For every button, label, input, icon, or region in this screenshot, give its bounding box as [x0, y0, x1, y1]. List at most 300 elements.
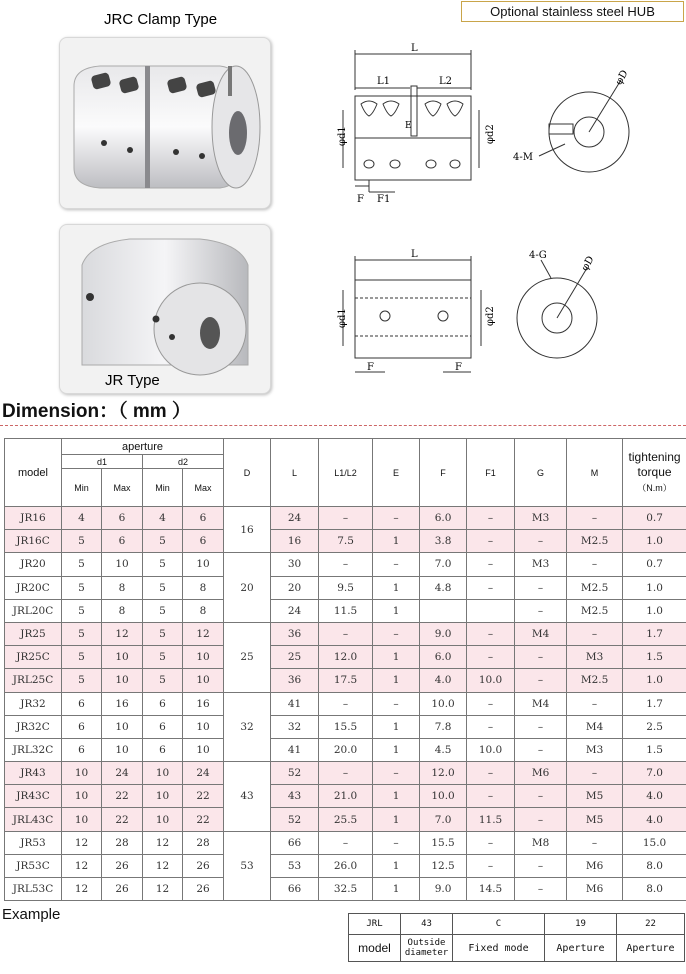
table-row — [5, 785, 686, 808]
table-cell: 14.5 — [467, 878, 515, 901]
cell-model: JR20C — [5, 576, 62, 599]
table-cell: 8 — [183, 576, 224, 599]
table-cell: 4.0 — [623, 808, 686, 831]
table-cell: 10 — [143, 808, 183, 831]
clamp-type-drawing — [325, 40, 645, 210]
table-cell: – — [373, 831, 420, 854]
table-row — [5, 762, 686, 785]
table-cell: 8 — [102, 576, 143, 599]
cell-D: 25 — [224, 622, 271, 692]
table-cell: 5 — [143, 530, 183, 553]
table-cell: 41 — [271, 692, 319, 715]
table-cell: 10 — [102, 553, 143, 576]
table-cell: 6 — [62, 738, 102, 761]
table-cell: 30 — [271, 553, 319, 576]
table-cell: 10 — [62, 808, 102, 831]
table-cell: M6 — [515, 762, 567, 785]
table-cell: 53 — [271, 854, 319, 877]
table-cell: 12 — [143, 831, 183, 854]
table-cell: 8.0 — [623, 854, 686, 877]
table-cell: 6 — [62, 692, 102, 715]
table-cell: 25 — [271, 646, 319, 669]
table-cell: 1 — [373, 878, 420, 901]
col-G: G — [515, 439, 567, 507]
table-row — [5, 507, 686, 530]
table-cell: 7.0 — [420, 808, 467, 831]
example-code: 19 — [545, 914, 617, 935]
table-cell: 1 — [373, 669, 420, 692]
table-cell: – — [467, 646, 515, 669]
example-label: Example — [2, 906, 61, 923]
table-cell: 22 — [102, 785, 143, 808]
table-cell: 10 — [102, 669, 143, 692]
table-cell: M2.5 — [567, 576, 623, 599]
table-cell: M6 — [567, 854, 623, 877]
table-row — [5, 692, 686, 715]
dim-M-label: 4-M — [513, 152, 533, 163]
table-row — [5, 553, 686, 576]
table-cell: 10.0 — [467, 738, 515, 761]
example-code: 43 — [401, 914, 453, 935]
table-cell: – — [319, 762, 373, 785]
table-cell: M3 — [567, 738, 623, 761]
table-cell — [467, 599, 515, 622]
table-cell: 8 — [183, 599, 224, 622]
jr-coupling-image — [60, 225, 270, 393]
cell-model: JR53 — [5, 831, 62, 854]
table-cell: 12 — [143, 878, 183, 901]
table-cell: 10 — [183, 553, 224, 576]
table-cell: – — [515, 715, 567, 738]
table-cell: 1.0 — [623, 599, 686, 622]
table-cell: 12.0 — [420, 762, 467, 785]
col-model: model — [5, 439, 62, 507]
table-cell: 1 — [373, 599, 420, 622]
table-cell: 16 — [102, 692, 143, 715]
table-cell: 8 — [102, 599, 143, 622]
table-cell: 1 — [373, 854, 420, 877]
table-cell: 1.0 — [623, 669, 686, 692]
table-cell: 3.8 — [420, 530, 467, 553]
table-cell: – — [515, 530, 567, 553]
example-meaning: Fixed mode — [453, 935, 545, 962]
table-cell: M3 — [567, 646, 623, 669]
table-cell: 5 — [143, 646, 183, 669]
table-cell: 15.5 — [319, 715, 373, 738]
col-d1-max: Max — [102, 469, 143, 507]
table-cell: – — [373, 622, 420, 645]
cell-model: JR32C — [5, 715, 62, 738]
table-cell: 6 — [102, 507, 143, 530]
table-cell: 7.5 — [319, 530, 373, 553]
table-cell: 66 — [271, 878, 319, 901]
cell-D: 53 — [224, 831, 271, 901]
table-cell: 7.8 — [420, 715, 467, 738]
cell-model: JR43C — [5, 785, 62, 808]
table-cell: 24 — [271, 507, 319, 530]
table-cell: – — [515, 599, 567, 622]
table-cell: 10.0 — [467, 669, 515, 692]
cell-model: JR25C — [5, 646, 62, 669]
cell-model: JR43 — [5, 762, 62, 785]
table-cell: 10 — [183, 738, 224, 761]
dimension-table — [4, 438, 686, 901]
table-cell: 1.5 — [623, 646, 686, 669]
dim-L2-label: L2 — [439, 76, 453, 87]
table-cell: 6 — [62, 715, 102, 738]
table-cell: 5 — [62, 669, 102, 692]
table-cell: 10 — [102, 738, 143, 761]
jr-dim-G-label: 4-G — [529, 250, 547, 261]
jr-dim-d2-label: φd2 — [485, 306, 496, 326]
table-row — [5, 599, 686, 622]
table-cell: – — [373, 507, 420, 530]
table-cell: 1.7 — [623, 622, 686, 645]
table-cell: 32.5 — [319, 878, 373, 901]
table-cell: 10 — [102, 715, 143, 738]
table-cell: – — [515, 646, 567, 669]
dim-d2-label: φd2 — [485, 124, 496, 144]
table-cell: 21.0 — [319, 785, 373, 808]
table-cell: – — [373, 762, 420, 785]
table-cell: 1.0 — [623, 576, 686, 599]
table-cell: 10 — [143, 785, 183, 808]
jr-type-title: JR Type — [105, 372, 160, 389]
table-cell: 2.5 — [623, 715, 686, 738]
clamp-coupling-image — [60, 38, 270, 208]
table-cell: – — [467, 576, 515, 599]
table-cell: 12 — [62, 831, 102, 854]
table-cell: M4 — [515, 622, 567, 645]
col-d2: d2 — [143, 455, 224, 469]
table-cell: 26.0 — [319, 854, 373, 877]
table-cell: – — [467, 831, 515, 854]
clamp-coupling-photo — [59, 37, 271, 209]
table-cell: 5 — [143, 576, 183, 599]
table-cell: 22 — [102, 808, 143, 831]
jr-type-drawing — [325, 246, 645, 386]
table-cell: – — [373, 553, 420, 576]
table-cell: – — [515, 878, 567, 901]
table-cell: – — [467, 507, 515, 530]
col-M: M — [567, 439, 623, 507]
table-cell: – — [567, 692, 623, 715]
table-cell: M3 — [515, 507, 567, 530]
col-aperture: aperture — [62, 439, 224, 455]
col-d2-min: Min — [143, 469, 183, 507]
jr-dim-F-left-label: F — [367, 362, 374, 373]
table-cell: 52 — [271, 762, 319, 785]
cell-D: 32 — [224, 692, 271, 762]
table-cell: 6 — [143, 738, 183, 761]
cell-model: JR32 — [5, 692, 62, 715]
example-code: C — [453, 914, 545, 935]
table-cell: 20.0 — [319, 738, 373, 761]
jr-coupling-photo — [59, 224, 271, 394]
table-cell: M6 — [567, 878, 623, 901]
table-cell: 6 — [143, 715, 183, 738]
table-cell: – — [467, 854, 515, 877]
example-code: 22 — [617, 914, 685, 935]
table-cell: 1.7 — [623, 692, 686, 715]
col-torque — [623, 439, 686, 507]
table-cell: 22 — [183, 808, 224, 831]
table-cell: – — [515, 785, 567, 808]
table-cell: 1 — [373, 576, 420, 599]
table-cell: – — [319, 831, 373, 854]
table-cell: 5 — [62, 646, 102, 669]
cell-model: JR16 — [5, 507, 62, 530]
table-cell: M4 — [515, 692, 567, 715]
table-cell: 12 — [62, 878, 102, 901]
cell-model: JRL32C — [5, 738, 62, 761]
table-cell: – — [567, 553, 623, 576]
table-cell: 10 — [62, 785, 102, 808]
table-cell: 24 — [271, 599, 319, 622]
dimension-title: Dimension：（ mm ） — [2, 401, 191, 422]
col-F1: F1 — [467, 439, 515, 507]
table-cell: 9.5 — [319, 576, 373, 599]
table-row — [5, 738, 686, 761]
table-cell: 10 — [183, 646, 224, 669]
example-meaning: Aperture — [545, 935, 617, 962]
table-cell: – — [567, 831, 623, 854]
cell-model: JRL53C — [5, 878, 62, 901]
table-cell: 6.0 — [420, 646, 467, 669]
table-cell: – — [467, 715, 515, 738]
table-cell: M2.5 — [567, 669, 623, 692]
dim-E-label: E — [405, 121, 412, 131]
example-meaning: Aperture — [617, 935, 685, 962]
table-cell: 5 — [62, 576, 102, 599]
table-cell: 43 — [271, 785, 319, 808]
table-cell: 17.5 — [319, 669, 373, 692]
table-cell: 10.0 — [420, 785, 467, 808]
torque-unit: （N.m） — [637, 482, 672, 493]
table-cell: 6 — [183, 530, 224, 553]
table-cell: 36 — [271, 669, 319, 692]
clamp-type-title: JRC Clamp Type — [104, 11, 218, 28]
table-cell: – — [515, 576, 567, 599]
table-cell: – — [467, 622, 515, 645]
dim-L-label: L — [411, 43, 418, 54]
table-cell: 5 — [143, 599, 183, 622]
cell-D: 43 — [224, 762, 271, 832]
table-cell: 36 — [271, 622, 319, 645]
table-cell: 11.5 — [319, 599, 373, 622]
table-cell: 1 — [373, 715, 420, 738]
table-cell: 12.5 — [420, 854, 467, 877]
table-cell: 11.5 — [467, 808, 515, 831]
table-cell: 12.0 — [319, 646, 373, 669]
cell-D: 20 — [224, 553, 271, 623]
stainless-hub-note: Optional stainless steel HUB — [461, 1, 684, 22]
table-cell: 6 — [102, 530, 143, 553]
table-cell: 7.0 — [420, 553, 467, 576]
col-F: F — [420, 439, 467, 507]
col-d1-min: Min — [62, 469, 102, 507]
table-cell: 4 — [62, 507, 102, 530]
jr-dim-L-label: L — [411, 249, 418, 260]
table-cell: 0.7 — [623, 553, 686, 576]
table-cell: 1 — [373, 646, 420, 669]
table-cell: 52 — [271, 808, 319, 831]
table-row — [5, 646, 686, 669]
table-cell: – — [515, 738, 567, 761]
table-cell: 26 — [183, 878, 224, 901]
cell-D: 16 — [224, 507, 271, 553]
table-cell: 15.0 — [623, 831, 686, 854]
table-cell: 6.0 — [420, 507, 467, 530]
table-cell: – — [567, 622, 623, 645]
table-cell: 4.0 — [623, 785, 686, 808]
table-cell: 10 — [183, 669, 224, 692]
table-cell: 4.8 — [420, 576, 467, 599]
table-row — [5, 831, 686, 854]
example-table — [348, 913, 685, 962]
table-cell: 24 — [102, 762, 143, 785]
table-cell: – — [467, 692, 515, 715]
section-divider — [0, 425, 686, 426]
dim-F1-label: F1 — [377, 194, 391, 205]
table-cell: 5 — [62, 599, 102, 622]
table-cell: 28 — [102, 831, 143, 854]
table-cell: M5 — [567, 785, 623, 808]
table-row — [5, 622, 686, 645]
table-cell: 5 — [143, 553, 183, 576]
table-cell: 4 — [143, 507, 183, 530]
table-cell: – — [515, 854, 567, 877]
table-cell: 10 — [62, 762, 102, 785]
table-cell: 66 — [271, 831, 319, 854]
table-row — [5, 808, 686, 831]
table-cell: 5 — [62, 553, 102, 576]
example-code: JRL — [349, 914, 401, 935]
table-cell: 8.0 — [623, 878, 686, 901]
cell-model: JR53C — [5, 854, 62, 877]
table-cell: 4.0 — [420, 669, 467, 692]
col-d2-max: Max — [183, 469, 224, 507]
table-cell: 5 — [143, 669, 183, 692]
col-L: L — [271, 439, 319, 507]
dim-L1-label: L1 — [377, 76, 391, 87]
table-row — [5, 715, 686, 738]
table-cell: M5 — [567, 808, 623, 831]
table-cell: – — [373, 692, 420, 715]
table-cell: 26 — [183, 854, 224, 877]
col-E: E — [373, 439, 420, 507]
table-cell: – — [567, 507, 623, 530]
table-cell: 10 — [183, 715, 224, 738]
table-cell: 24 — [183, 762, 224, 785]
table-cell: – — [467, 762, 515, 785]
table-cell: 26 — [102, 854, 143, 877]
cell-model: JRL20C — [5, 599, 62, 622]
table-cell: 9.0 — [420, 878, 467, 901]
table-cell: 32 — [271, 715, 319, 738]
table-cell: 25.5 — [319, 808, 373, 831]
jr-dim-d1-label: φd1 — [337, 308, 348, 328]
col-D: D — [224, 439, 271, 507]
table-cell: 16 — [271, 530, 319, 553]
table-row — [5, 669, 686, 692]
table-cell: 9.0 — [420, 622, 467, 645]
col-d1: d1 — [62, 455, 143, 469]
cell-model: JRL43C — [5, 808, 62, 831]
table-cell: M2.5 — [567, 530, 623, 553]
col-L1L2: L1/L2 — [319, 439, 373, 507]
dimension-table-body — [5, 507, 686, 901]
table-cell: – — [515, 808, 567, 831]
example-meaning: Outside diameter — [401, 935, 453, 962]
table-cell: – — [319, 692, 373, 715]
dim-D-label: φD — [613, 68, 631, 87]
table-cell: 10.0 — [420, 692, 467, 715]
table-cell: 0.7 — [623, 507, 686, 530]
table-cell: – — [567, 762, 623, 785]
table-cell: 12 — [102, 622, 143, 645]
table-cell: M8 — [515, 831, 567, 854]
table-cell: 1.5 — [623, 738, 686, 761]
table-cell: – — [319, 507, 373, 530]
table-row — [5, 854, 686, 877]
cell-model: JR25 — [5, 622, 62, 645]
dim-F-label: F — [357, 194, 364, 205]
cell-model: JRL25C — [5, 669, 62, 692]
table-cell: 1 — [373, 738, 420, 761]
example-meaning: model — [349, 935, 401, 962]
table-cell: – — [319, 622, 373, 645]
table-cell: 6 — [143, 692, 183, 715]
table-cell: 1 — [373, 530, 420, 553]
table-cell: 1.0 — [623, 530, 686, 553]
table-cell: 1 — [373, 808, 420, 831]
table-cell: 10 — [102, 646, 143, 669]
dim-d1-label: φd1 — [337, 126, 348, 146]
torque-header-text: tightening torque — [628, 449, 681, 479]
table-cell: – — [467, 785, 515, 808]
table-cell: 26 — [102, 878, 143, 901]
table-cell: – — [467, 530, 515, 553]
table-cell: 7.0 — [623, 762, 686, 785]
jr-dim-F-right-label: F — [455, 362, 462, 373]
table-cell: 5 — [62, 622, 102, 645]
table-row — [5, 878, 686, 901]
table-cell: 16 — [183, 692, 224, 715]
table-cell: 5 — [62, 530, 102, 553]
cell-model: JR16C — [5, 530, 62, 553]
table-cell: 10 — [143, 762, 183, 785]
table-cell: 4.5 — [420, 738, 467, 761]
table-cell: 6 — [183, 507, 224, 530]
table-cell: – — [467, 553, 515, 576]
jr-dim-D-label: φD — [579, 254, 597, 273]
table-cell: 15.5 — [420, 831, 467, 854]
table-cell: 20 — [271, 576, 319, 599]
table-cell: 41 — [271, 738, 319, 761]
table-cell: M3 — [515, 553, 567, 576]
table-cell: 22 — [183, 785, 224, 808]
table-cell: 28 — [183, 831, 224, 854]
table-cell: 1 — [373, 785, 420, 808]
table-cell: – — [515, 669, 567, 692]
table-cell: – — [319, 553, 373, 576]
table-cell: M4 — [567, 715, 623, 738]
cell-model: JR20 — [5, 553, 62, 576]
table-cell: 12 — [183, 622, 224, 645]
table-cell: 12 — [62, 854, 102, 877]
table-row — [5, 576, 686, 599]
